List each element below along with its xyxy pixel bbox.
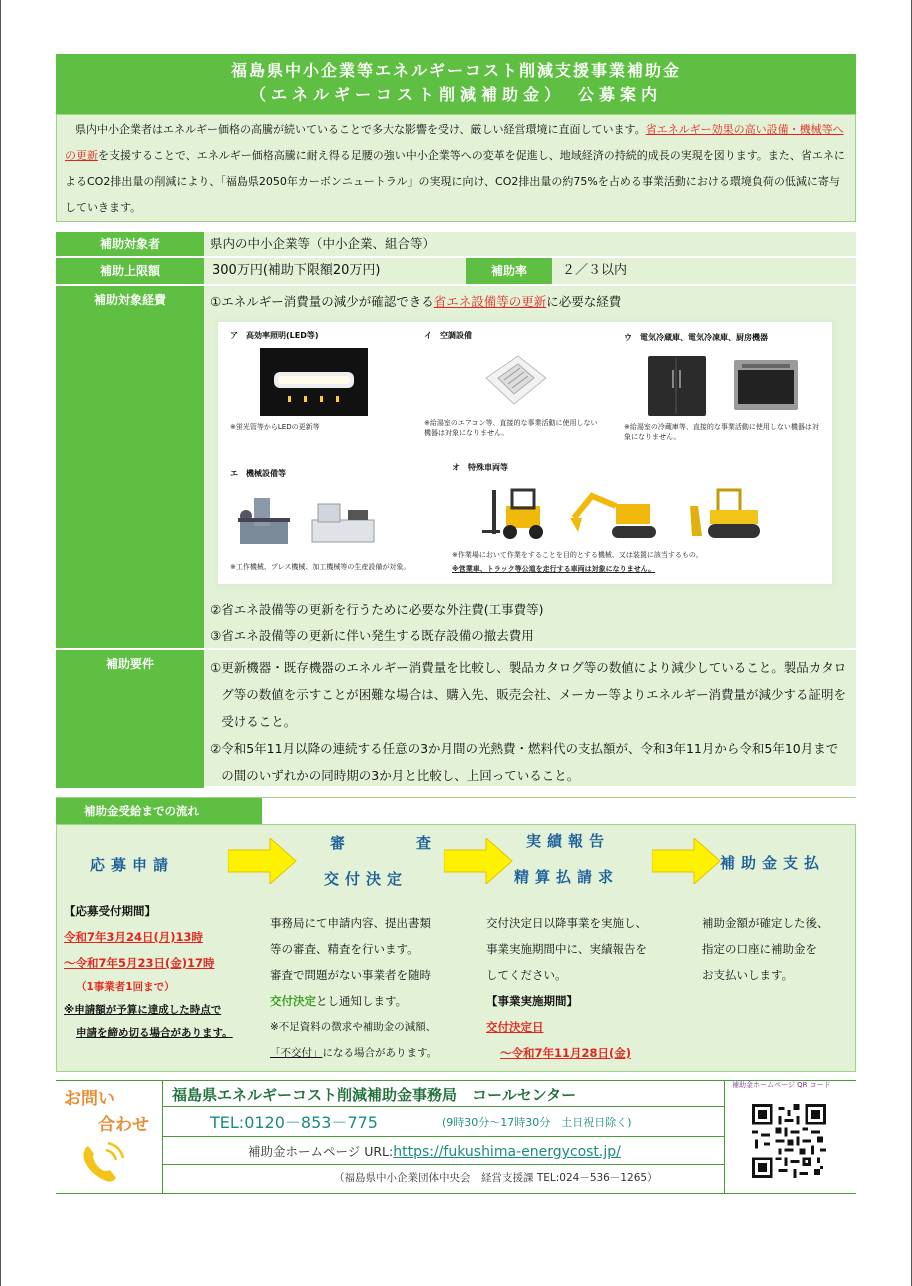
page-subtitle: （エネルギーコスト削減補助金） 公募案内 <box>249 85 662 104</box>
qr-label: 補助金ホームページ QR コード <box>732 1081 831 1089</box>
apply-budget-note-1: ※申請額が予算に達成した時点で <box>64 1004 222 1016</box>
review-notify-text: とし通知します。 <box>316 994 408 1008</box>
equip-e-title: エ 機械設備等 <box>230 469 286 478</box>
cost1-text: ①エネルギー消費量の減少が確認できる <box>210 294 434 309</box>
review-decision-word: 交付決定 <box>270 994 316 1008</box>
review-note-1: ※不足資料の徴求や補助金の減額、 <box>270 1021 437 1033</box>
apply-period-end: ～令和7年5月23日(金)17時 <box>64 956 215 970</box>
intro-text <box>56 114 856 222</box>
target-label: 補助対象者 <box>56 232 204 258</box>
cost-item-3: ③省エネ設備等の更新に伴い発生する既存設備の撤去費用 <box>210 628 534 643</box>
project-period-end: ～令和7年11月28日(金) <box>500 1046 632 1060</box>
flow-arrow-3 <box>652 838 722 888</box>
payment-text-1: 補助金額が確定した後、 <box>702 916 829 930</box>
review-note-2-text: になる場合があります。 <box>322 1047 438 1059</box>
equip-i-title: イ 空調設備 <box>424 331 472 340</box>
flow-col-apply <box>64 898 264 1044</box>
contact-tel: TEL:0120－853－775 <box>210 1113 378 1132</box>
equip-e-note: ※工作機械、プレス機械、加工機械等の生産設備が対象。 <box>230 563 411 571</box>
step-payment: 補助金支払 <box>720 854 826 872</box>
review-nonissue-word: 「不交付」 <box>270 1047 323 1059</box>
step-report: 実績報告 <box>526 832 611 850</box>
requirement-2: ②令和5年11月以降の連続する任意の3か月間の光熱費・燃料代の支払額が、令和3年11月から令和5年10月までの間のいずれかの同時期の3か月と比較し、上回っていること。 <box>210 741 839 783</box>
step-apply: 応募申請 <box>90 856 175 874</box>
requirements-value <box>204 650 856 788</box>
review-text-2: 等の審査、精査を行います。 <box>270 942 419 956</box>
url-label: 補助金ホームページ URL: <box>248 1144 394 1159</box>
review-text-4 <box>270 988 476 1014</box>
cost1-text-end: に必要な経費 <box>546 294 622 309</box>
intro-p2: を支援することで、エネルギー価格高騰に耐え得る足腰の強い中小企業等への変革を促進し、地域経済の持続的成長の実現を図ります。また、省エネによるCO2排出量の削減により、「福島県2050年カーボンニュートラル」の実現に向け、CO2排出量の約75%を占める事業活動における環境負荷の低減に寄与していきます。 <box>65 149 845 214</box>
office-name: 福島県エネルギーコスト削減補助金事務局 コールセンター <box>172 1086 577 1104</box>
header-banner <box>56 54 856 114</box>
oven-image <box>734 360 798 410</box>
step-claim: 精算払請求 <box>514 868 620 886</box>
apply-period-head: 【応募受付期間】 <box>64 904 156 918</box>
flow-top-border <box>56 797 856 798</box>
apply-period-start: 令和7年3月24日(月)13時 <box>64 930 204 944</box>
led-light-image <box>260 348 368 416</box>
page-title: 福島県中小企業等エネルギーコスト削減支援事業補助金 <box>230 61 681 80</box>
equip-i-note: ※給湯室のエアコン等、直接的な事業活動に使用しない機器は対象になりません。 <box>424 419 598 437</box>
project-period-start: 交付決定日 <box>486 1020 544 1034</box>
equipment-panel <box>218 322 832 584</box>
contact-line-2 <box>162 1136 724 1137</box>
excavator-image <box>568 488 660 542</box>
flow-arrow-1 <box>228 838 298 888</box>
requirements-label: 補助要件 <box>56 650 204 788</box>
payment-text-2: 指定の口座に補助金を <box>702 942 817 956</box>
review-text-3: 審査で問題がない事業者を随時 <box>270 968 431 982</box>
contact-hours: (9時30分～17時30分 土日祝日除く) <box>442 1116 632 1129</box>
air-conditioner-image <box>480 348 550 414</box>
equip-o-title: オ 特殊車両等 <box>452 463 508 472</box>
equip-u-note: ※給湯室の冷蔵庫等、直接的な事業活動に使用しない機器は対象になりません。 <box>624 423 819 441</box>
contact-label-2: 合わせ <box>98 1115 149 1135</box>
homepage-link[interactable]: https://fukushima-energycost.jp/ <box>393 1144 621 1160</box>
limit-value: 300万円(補助下限額20万円) <box>204 258 466 286</box>
cost-item-1 <box>210 292 621 310</box>
flow-col-report <box>486 910 686 1066</box>
bulldozer-image <box>688 484 768 542</box>
forklift-image <box>480 486 554 542</box>
flow-col-payment <box>702 910 852 988</box>
cost1-highlight: 省エネ設備等の更新 <box>433 294 547 309</box>
intro-highlight: 省エネルギー効果の高い設備・機械等への更新 <box>65 123 844 162</box>
report-text-3: してください。 <box>486 968 567 982</box>
equip-u-title: ウ 電気冷蔵庫、電気冷凍庫、厨房機器 <box>624 333 768 342</box>
step-review: 審 査 <box>330 834 460 852</box>
contact-line-3 <box>162 1164 724 1165</box>
apply-budget-note-2: 申請を締め切る場合があります。 <box>76 1027 233 1039</box>
flow-title: 補助金受給までの流れ <box>56 798 262 824</box>
limit-label: 補助上限額 <box>56 258 204 286</box>
contact-label-1: お問い <box>64 1089 115 1109</box>
review-text-1: 事務局にて申請内容、提出書類 <box>270 916 431 930</box>
payment-text-3: お支払いします。 <box>702 968 794 982</box>
project-period-head: 【事業実施期間】 <box>486 994 578 1008</box>
target-value: 県内の中小企業等（中小企業、組合等） <box>204 232 856 258</box>
cost-item-2: ②省エネ設備等の更新を行うために必要な外注費(工事費等) <box>210 602 544 617</box>
qr-code[interactable] <box>752 1104 826 1178</box>
contact-divider-right <box>724 1080 725 1194</box>
contact-url-row <box>248 1142 621 1160</box>
machine-tool-image <box>234 492 294 550</box>
contact-divider <box>162 1080 163 1194</box>
injection-machine-image <box>308 498 378 550</box>
rate-value: ２／３以内 <box>552 258 856 286</box>
equip-a-title: ア 高効率照明(LED等) <box>230 331 319 340</box>
contact-line-1 <box>162 1106 724 1107</box>
requirement-1: ①更新機器・既存機器のエネルギー消費量を比較し、製品カタログ等の数値により減少していること。製品カタログ等の数値を示すことが困難な場合は、購入先、販売会社、メーカー等よりエネルギー消費量が減少する証明を受けること。 <box>210 660 847 729</box>
review-note-2 <box>270 1040 476 1066</box>
equip-o-note2: ※営業車、トラック等公道を走行する車両は対象になりません。 <box>452 565 656 573</box>
report-text-1: 交付決定日以降事業を実施し、 <box>486 916 647 930</box>
contact-org: （福島県中小企業団体中央会 経営支援課 TEL:024－536－1265） <box>334 1172 658 1184</box>
flow-col-review <box>270 910 476 1066</box>
apply-limit-note: （1事業者1回まで） <box>76 981 175 993</box>
equip-o-note1: ※作業場において作業をすることを目的とする機械、又は装置に該当するもの。 <box>452 551 703 559</box>
rate-label: 補助率 <box>466 258 552 286</box>
equip-a-note: ※蛍光管等からLEDの更新等 <box>230 423 320 431</box>
cost-label: 補助対象経費 <box>56 286 204 650</box>
flow-arrow-2 <box>444 838 514 888</box>
report-text-2: 事業実施期間中に、実績報告を <box>486 942 647 956</box>
step-decision: 交付決定 <box>324 870 409 888</box>
refrigerator-image <box>648 356 706 416</box>
intro-p1: 県内中小企業者はエネルギー価格の高騰が続いていることで多大な影響を受け、厳しい経営環境に直面しています。 <box>75 123 646 136</box>
phone-icon <box>78 1140 128 1186</box>
